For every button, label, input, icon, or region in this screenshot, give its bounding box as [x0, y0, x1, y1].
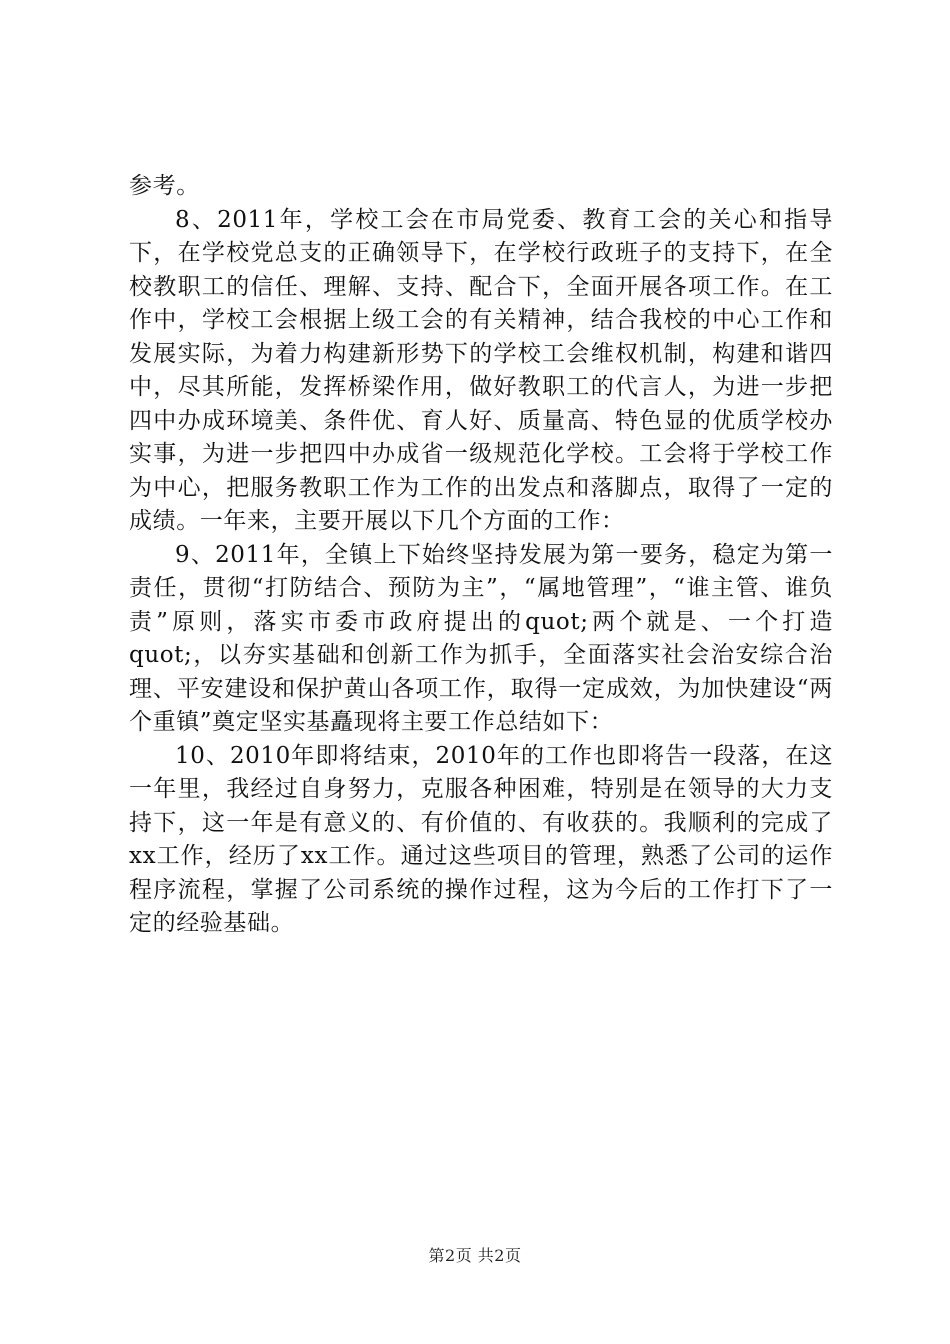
paragraph-8: 8、2011年，学校工会在市局党委、教育工会的关心和指导下，在学校党总支的正确领导下，在学校行政班子的支持下，在全校教职工的信任、理解、支持、配合下，全面开展各项工作。在工作中，学校工会根据上级工会的有关精神，结合我校的中心工作和发展实际，为着力构建新形势下的学校工会维权机制，构建和谐四中，尽其所能，发挥桥梁作用，做好教职工的代言人，为进一步把四中办成环境美、条件优、育人好、质量高、特色显的优质学校办实事，为进一步把四中办成省一级规范化学校。工会将于学校工作为中心，把服务教职工作为工作的出发点和落脚点，取得了一定的成绩。一年来，主要开展以下几个方面的工作： — [129, 206, 833, 534]
paragraph-10: 10、2010年即将结束，2010年的工作也即将告一段落，在这一年里，我经过自身努力，克服各种困难，特别是在领导的大力支持下，这一年是有意义的、有价值的、有收获的。我顺利的完成了xx工作，经历了xx工作。通过这些项目的管理，熟悉了公司的运作程序流程，掌握了公司系统的操作过程，这为今后的工作打下了一定的经验基础。 — [129, 742, 833, 936]
paragraph-9: 9、2011年，全镇上下始终坚持发展为第一要务，稳定为第一责任，贯彻“打防结合、预防为主”，“属地管理”，“谁主管、谁负责”原则，落实市委市政府提出的quot;两个就是、一个打造quot;，以夯实基础和创新工作为抓手，全面落实社会治安综合治理、平安建设和保护黄山各项工作，取得一定成效，为加快建设“两个重镇”奠定坚实基矗现将主要工作总结如下： — [129, 541, 833, 735]
document-body — [129, 170, 833, 941]
paragraph-continuation: 参考。 — [129, 173, 200, 199]
page-footer: 第2页 共2页 — [428, 1246, 522, 1265]
